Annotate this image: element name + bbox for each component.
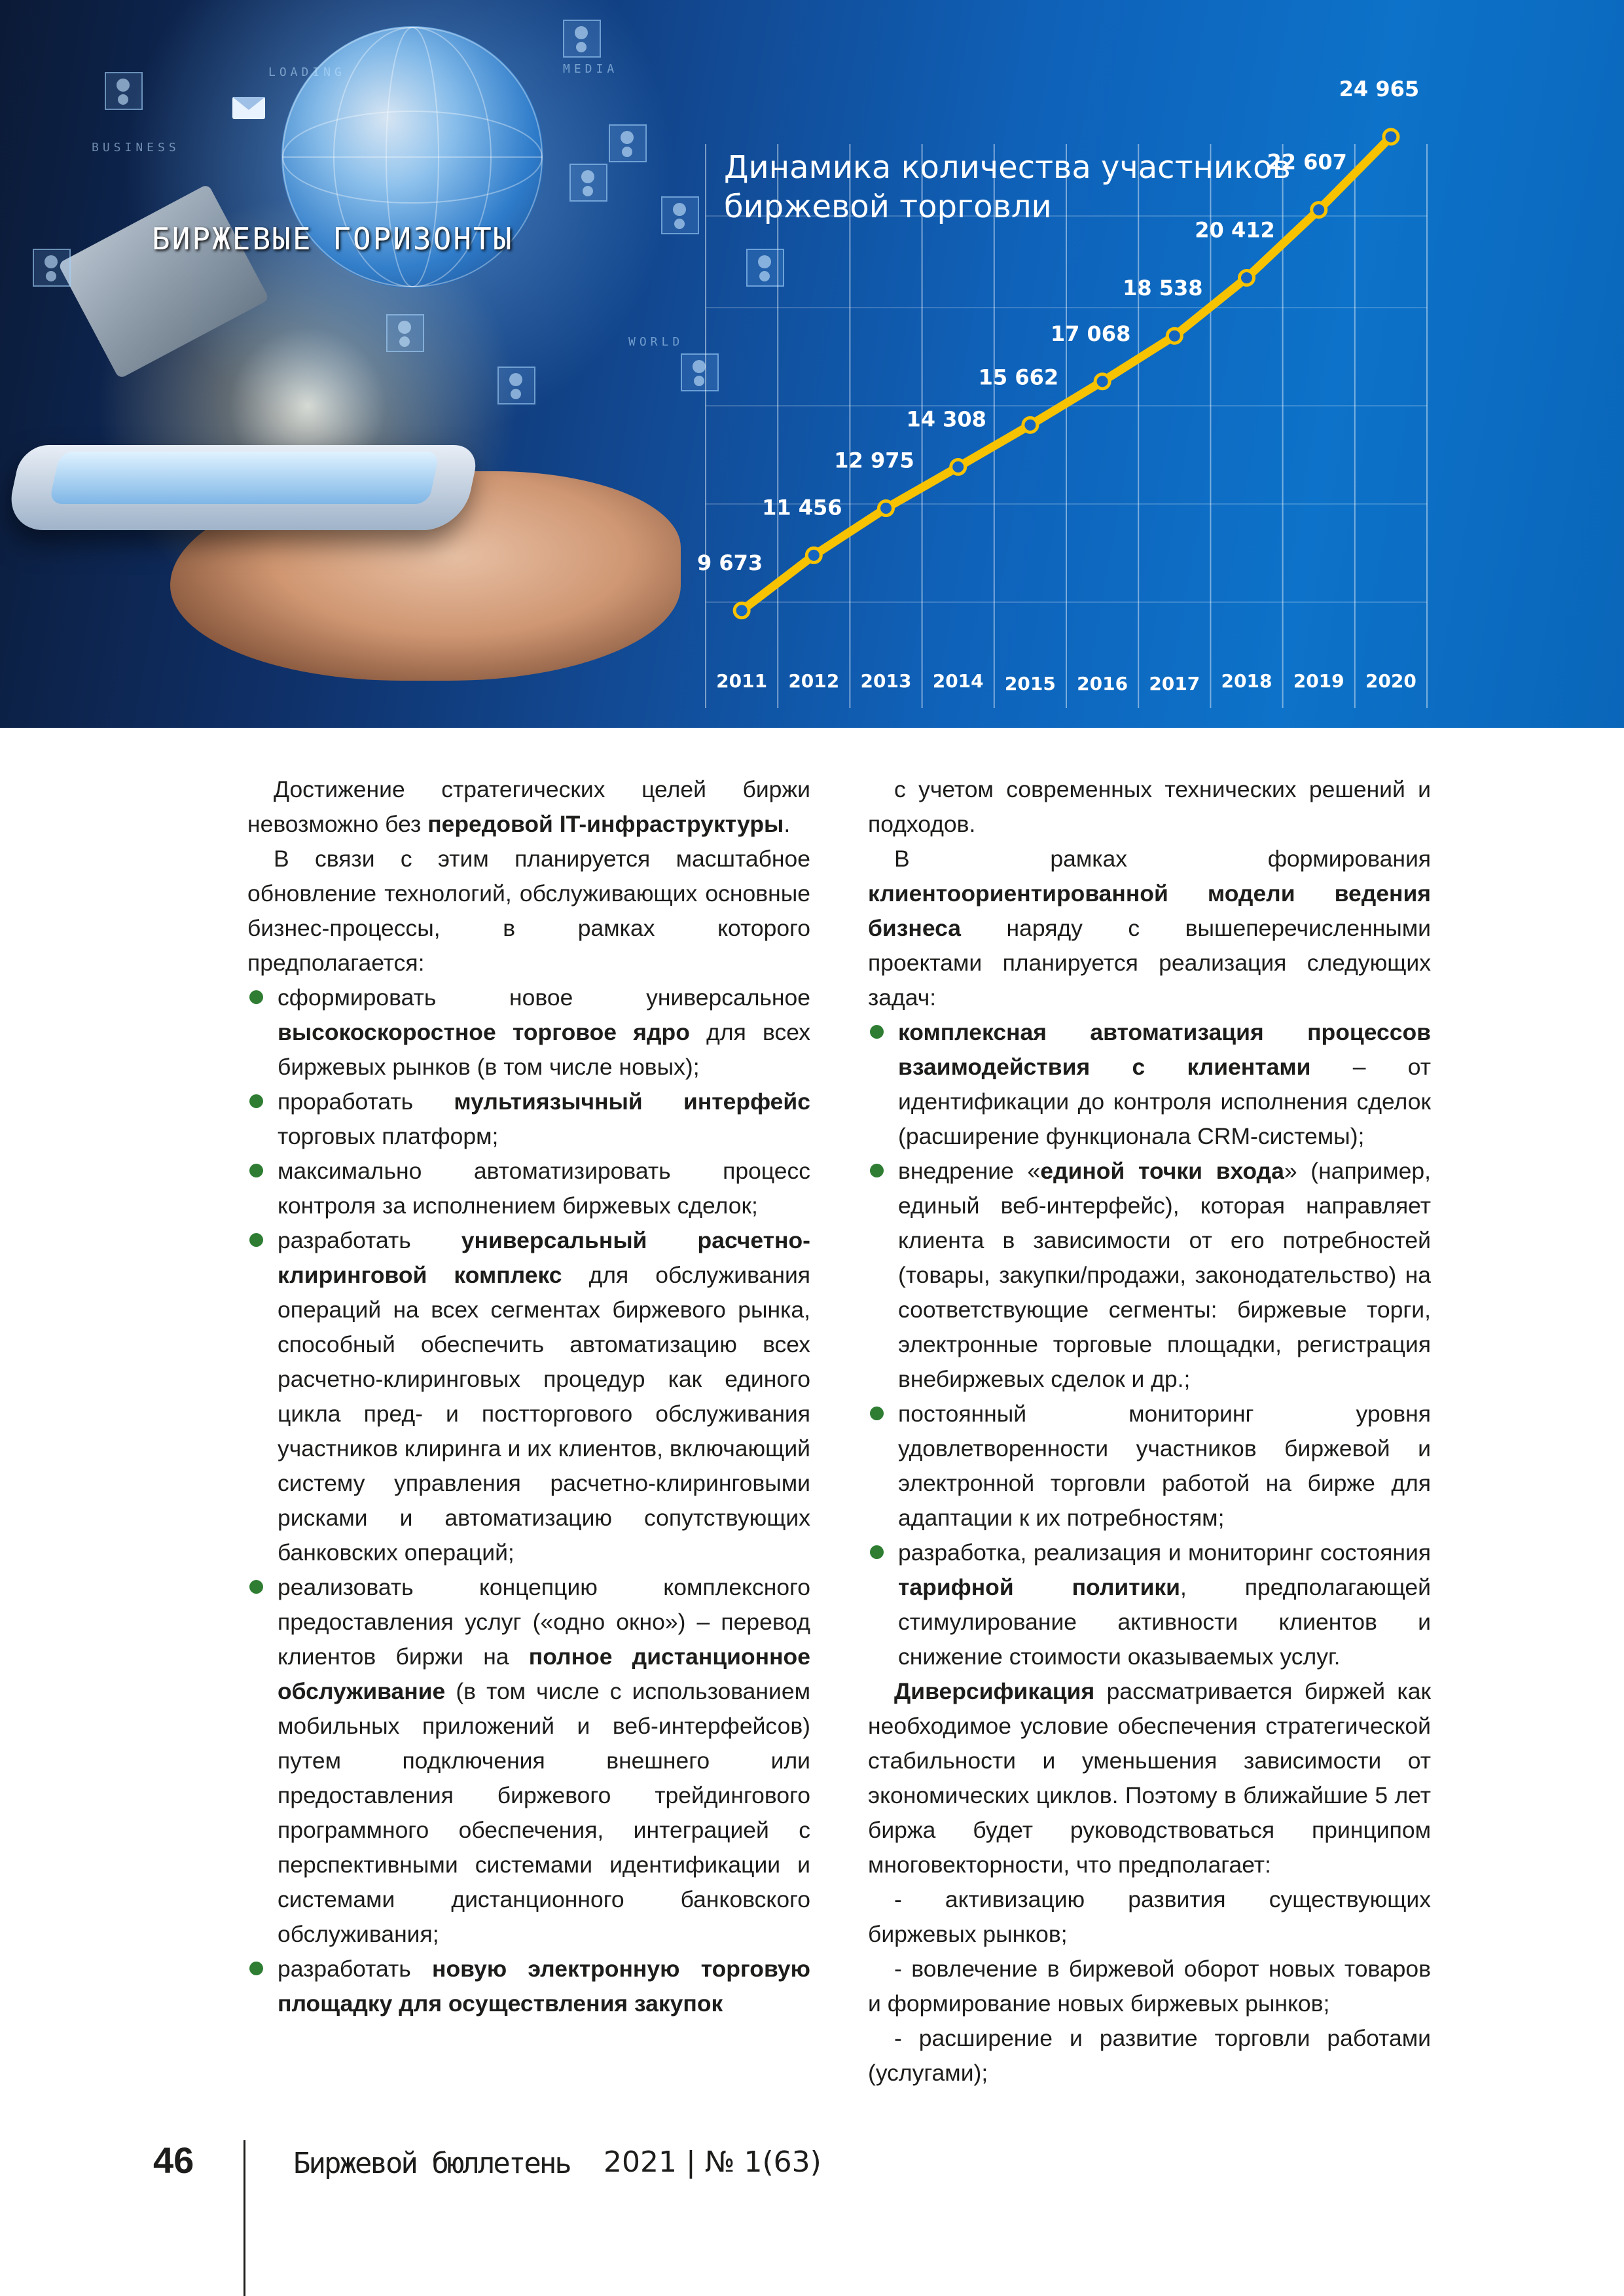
chart-title-line: Динамика количества участников: [724, 149, 1291, 186]
data-label: 11 456: [762, 495, 842, 520]
hud-text: BUSINESS: [92, 141, 180, 154]
paragraph: Достижение стратегических целей биржи невозможно без передовой IT-инфраструктуры.: [247, 776, 810, 837]
x-tick-label: 2015: [1004, 673, 1056, 694]
paragraph: с учетом современных технических решений и подходов.: [868, 776, 1431, 837]
list-item: максимально автоматизировать процесс контроля за исполнением биржевых сделок;: [247, 1154, 810, 1223]
list-item: сформировать новое универсальное высокоскоростное торговое ядро для всех биржевых рынков (в том числе новых);: [247, 980, 810, 1085]
bullet-list: [247, 980, 810, 2021]
dash-item: - вовлечение в биржевой оборот новых товаров и формирование новых биржевых рынков;: [868, 1956, 1431, 2017]
section-label: БИРЖЕВЫЕ ГОРИЗОНТЫ: [152, 221, 514, 257]
list-item: разработка, реализация и мониторинг состояния тарифной политики, предполагающей стимулирование активности клиентов и снижение стоимости оказываемых услуг.: [868, 1535, 1431, 1674]
data-point: [1240, 270, 1254, 285]
list-item: разработать новую электронную торговую площадку для осуществления закупок: [247, 1952, 810, 2021]
x-tick-label: 2019: [1293, 670, 1344, 692]
x-tick-label: 2014: [932, 670, 984, 692]
chart-title-line: биржевой торговли: [724, 188, 1052, 225]
hud-text: WORLD: [628, 335, 684, 349]
data-label: 9 673: [696, 550, 763, 575]
x-tick-label: 2020: [1365, 670, 1416, 692]
paragraph: В рамках формирования клиентоориентированной модели ведения бизнеса наряду с вышеперечисленными проектами планируется реализация следующих задач:: [868, 846, 1431, 1011]
line-chart: [0, 0, 1624, 728]
right-column: [868, 772, 1431, 2090]
left-column: [247, 772, 810, 2021]
data-point: [734, 603, 749, 618]
data-label: 17 068: [1050, 321, 1131, 346]
data-point: [1312, 203, 1326, 217]
data-label: 20 412: [1195, 217, 1275, 243]
header-banner: [0, 0, 1624, 728]
data-point: [951, 459, 965, 474]
x-tick-label: 2018: [1221, 670, 1272, 692]
data-label: 15 662: [978, 365, 1059, 390]
dash-item: - расширение и развитие торговли работами (услугами);: [868, 2025, 1431, 2086]
x-tick-label: 2011: [716, 670, 768, 692]
data-label: 12 975: [834, 448, 914, 473]
hud-text: MEDIA: [563, 62, 619, 76]
data-point: [1023, 418, 1038, 432]
data-point: [879, 501, 893, 516]
bullet-list: [868, 1015, 1431, 1674]
data-label: 14 308: [906, 406, 986, 432]
x-tick-label: 2017: [1149, 673, 1200, 694]
x-tick-label: 2016: [1077, 673, 1128, 694]
list-item: внедрение «единой точки входа» (например, единый веб-интерфейс), которая направляет клиента в зависимости от его потребностей (товары, закупки/продажи, законодательство) на соответствующие сегменты: биржевые торги, электронные торговые площадки, регистрация внебиржевых сделок и др.;: [868, 1154, 1431, 1397]
magazine-title: Биржевой бюллетень: [293, 2147, 570, 2180]
paragraph: В связи с этим планируется масштабное обновление технологий, обслуживающих основные бизнес-процессы, в рамках которого предполагается:: [247, 846, 810, 976]
list-item: комплексная автоматизация процессов взаимодействия с клиентами – от идентификации до контроля исполнения сделок (расширение функционала CRM-системы);: [868, 1015, 1431, 1154]
x-tick-label: 2013: [860, 670, 912, 692]
data-label: 18 538: [1123, 276, 1203, 301]
dash-item: - активизацию развития существующих биржевых рынков;: [868, 1886, 1431, 1947]
hud-text: LOADING: [268, 65, 346, 79]
x-tick-label: 2012: [788, 670, 840, 692]
data-label: 24 965: [1339, 76, 1420, 101]
issue-number: 2021 | № 1(63): [604, 2145, 821, 2179]
data-label: 22 607: [1267, 149, 1347, 175]
list-item: разработать универсальный расчетно-клиринговой комплекс для обслуживания операций на всех сегментах биржевого рынка, способный обеспечить автоматизацию всех расчетно-клиринговых процедур как единого цикла пред- и постторгового обслуживания участников клиринга и их клиентов, включающий систему управления расчетно-клиринговыми рисками и автоматизацию сопутствующих банковских операций;: [247, 1223, 810, 1570]
page-number: 46: [153, 2140, 194, 2181]
list-item: проработать мультиязычный интерфейс торговых платформ;: [247, 1085, 810, 1154]
data-point: [1095, 374, 1110, 389]
footer-divider: [244, 2140, 245, 2296]
list-item: реализовать концепцию комплексного предоставления услуг («одно окно») – перевод клиентов биржи на полное дистанционное обслуживание (в том числе с использованием мобильных приложений и веб-интерфейсов) путем подключения внешнего или предоставления биржевого трейдингового программного обеспечения, интеграцией с перспективными системами идентификации и системами дистанционного банковского обслуживания;: [247, 1570, 810, 1952]
paragraph: Диверсификация рассматривается биржей как необходимое условие обеспечения стратегической стабильности и уменьшения зависимости от экономических циклов. Поэтому в ближайшие 5 лет биржа будет руководствоваться принципом многовекторности, что предполагает:: [868, 1678, 1431, 1878]
data-point: [806, 548, 821, 562]
data-point: [1167, 329, 1182, 343]
list-item: постоянный мониторинг уровня удовлетворенности участников биржевой и электронной торговли работой на бирже для адаптации к их потребностям;: [868, 1397, 1431, 1535]
data-point: [1384, 130, 1398, 144]
